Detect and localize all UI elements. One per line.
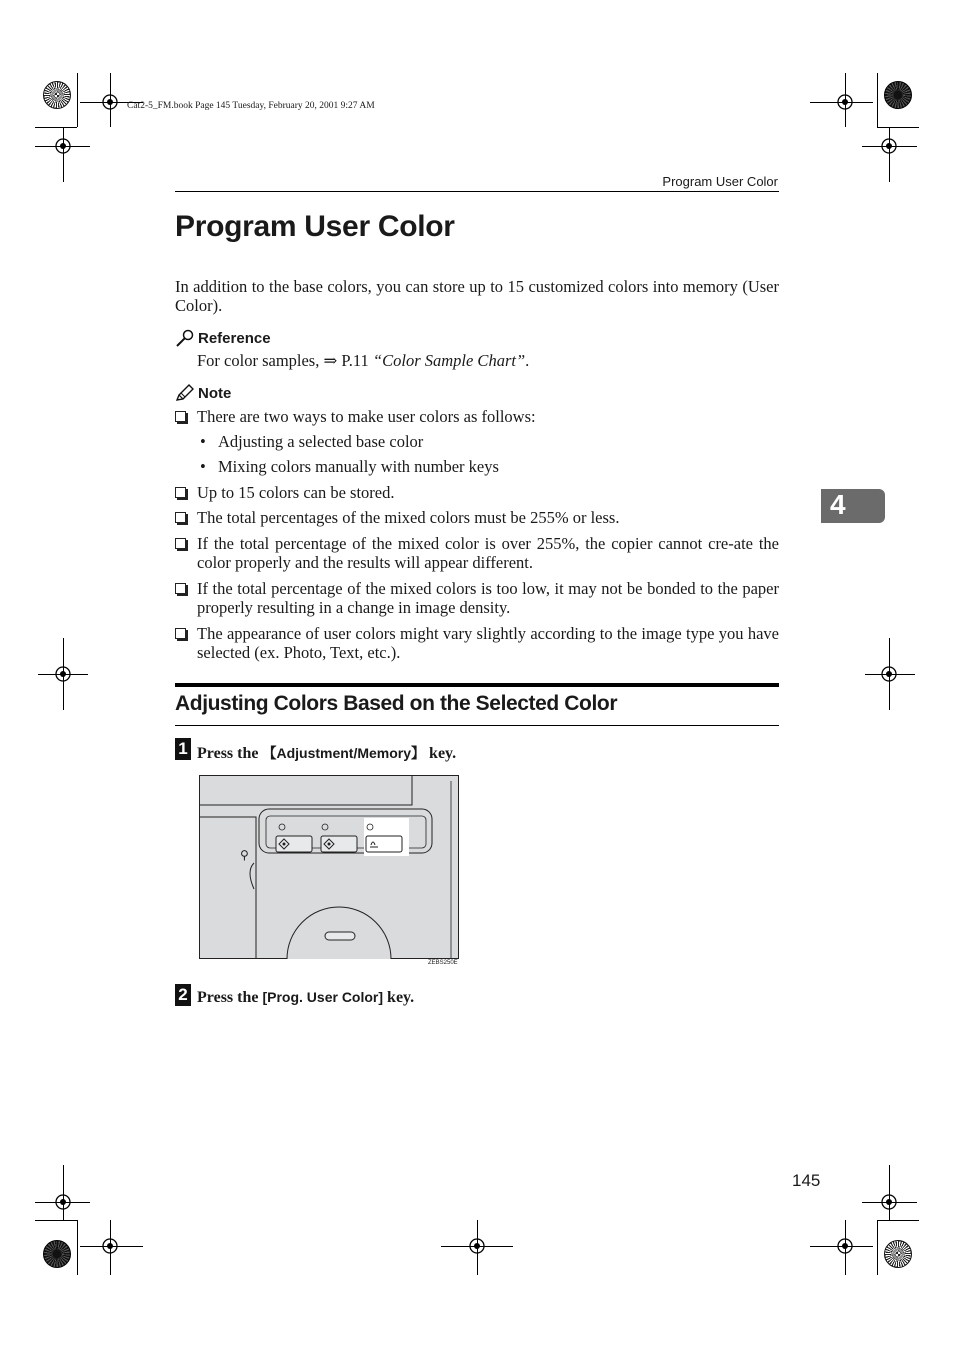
registration-target-icon (99, 91, 121, 113)
step-number: 1 (175, 738, 191, 760)
checkbox-bullet-icon (175, 512, 186, 523)
bullet-item: • Mixing colors manually with number keys (200, 457, 499, 476)
note-label: Note (198, 384, 232, 402)
header-rule (175, 191, 779, 192)
registration-target-icon (878, 1191, 900, 1213)
reference-heading (175, 329, 271, 347)
page-title: Program User Color (175, 210, 455, 243)
chapter-tab (821, 489, 885, 523)
note-heading (175, 384, 231, 402)
key-name: 【Adjustment/Memory】 (262, 745, 426, 761)
section-rule-top (175, 683, 779, 687)
registration-target-icon (878, 663, 900, 685)
registration-target-icon (52, 135, 74, 157)
checkbox-bullet-icon (175, 583, 186, 594)
note-item: The appearance of user colors might vary slightly according to the image type you have selected (ex. Photo, Text, etc.). (197, 624, 779, 662)
note-item: If the total percentage of the mixed colors is too low, it may not be bonded to the paper properly resulting in a change in image density. (197, 579, 779, 617)
step-instruction: Press the 【Adjustment/Memory】 key. (197, 745, 457, 762)
svg-text:⚲: ⚲ (240, 848, 249, 862)
reference-text (197, 351, 529, 371)
registration-target-icon (834, 1235, 856, 1257)
illustration-code: ZEBS250E (428, 960, 458, 966)
note-item: Up to 15 colors can be stored. (197, 483, 395, 502)
reference-suffix: . (525, 351, 530, 370)
registration-target-icon (466, 1235, 488, 1257)
color-wheel-icon (43, 1240, 71, 1268)
color-wheel-icon (43, 81, 71, 109)
pencil-icon (175, 384, 195, 402)
checkbox-bullet-icon (175, 487, 186, 498)
note-item: If the total percentage of the mixed color is over 255%, the copier cannot cre-ate the color properly and the results will appear different. (197, 534, 779, 572)
intro-paragraph: In addition to the base colors, you can store up to 15 customized colors into memory (User Color). (175, 277, 779, 315)
reference-link[interactable]: “Color Sample Chart” (372, 351, 526, 370)
section-title: Adjusting Colors Based on the Selected Color (175, 692, 618, 715)
registration-target-icon (52, 663, 74, 685)
color-wheel-icon (884, 1240, 912, 1268)
magnifier-icon (175, 329, 195, 347)
note-item: The total percentages of the mixed colors must be 255% or less. (197, 508, 620, 527)
book-file-line: Cat2-5_FM.book Page 145 Tuesday, February 20, 2001 9:27 AM (127, 101, 375, 111)
chapter-number: 4 (830, 489, 846, 520)
color-wheel-icon (884, 81, 912, 109)
reference-prefix: For color samples, ⇒ P.11 (197, 351, 373, 370)
control-panel-illustration (199, 775, 459, 959)
registration-target-icon (834, 91, 856, 113)
checkbox-bullet-icon (175, 628, 186, 639)
note-item: There are two ways to make user colors as follows: (197, 407, 536, 426)
section-rule-bottom (175, 725, 779, 726)
step-number: 2 (175, 984, 191, 1006)
running-head: Program User Color (662, 174, 778, 189)
checkbox-bullet-icon (175, 411, 186, 422)
bullet-item: • Adjusting a selected base color (200, 432, 424, 451)
registration-target-icon (52, 1191, 74, 1213)
registration-target-icon (99, 1235, 121, 1257)
checkbox-bullet-icon (175, 538, 186, 549)
page-number: 145 (792, 1171, 821, 1190)
key-name: [Prog. User Color] (262, 989, 384, 1005)
reference-label: Reference (198, 329, 271, 347)
step-instruction: Press the [Prog. User Color] key. (197, 989, 415, 1006)
registration-target-icon (878, 135, 900, 157)
